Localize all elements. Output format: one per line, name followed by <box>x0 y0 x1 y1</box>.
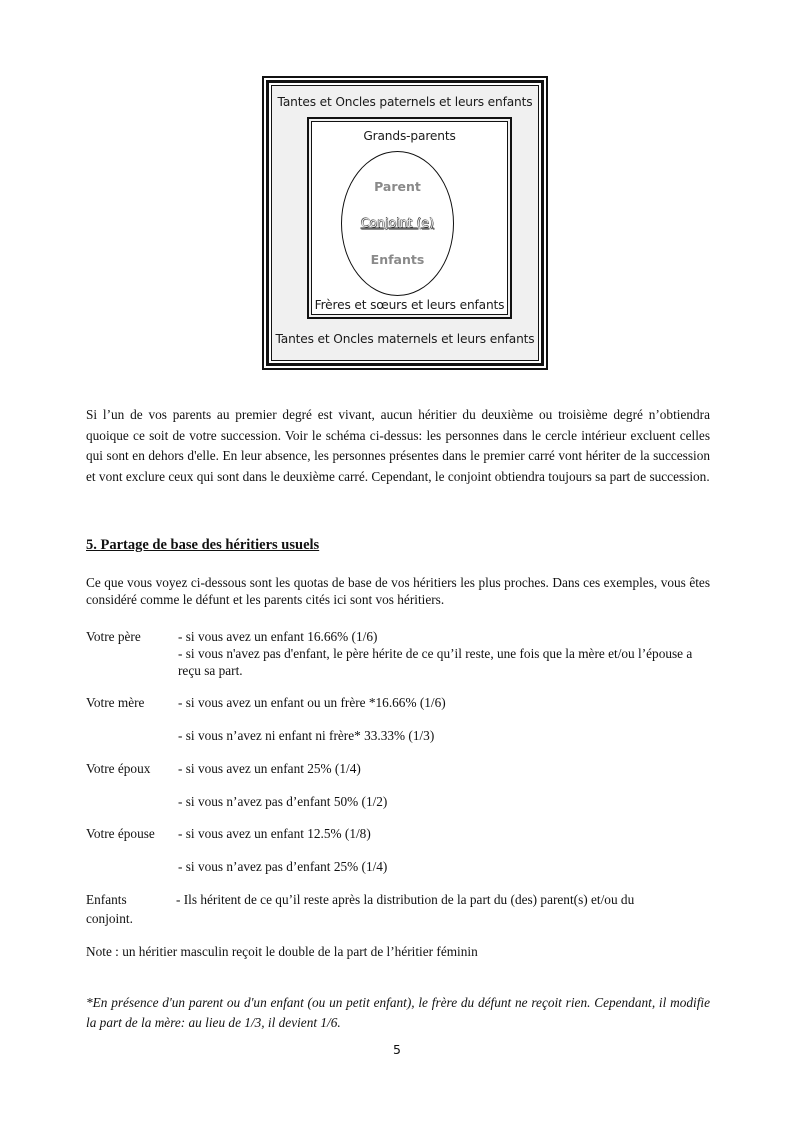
heir-line: - si vous n'avez pas d'enfant, le père hérite de ce qu’il reste, une fois que la mère et/ou l’épouse a reçu sa part. <box>178 646 693 678</box>
heir-line: - si vous avez un enfant ou un frère *16.66% (1/6) <box>178 695 446 710</box>
heir-label: Votre mère <box>86 695 145 710</box>
heir-label: Votre épouse <box>86 826 155 841</box>
heir-line: - si vous n’avez pas d’enfant 25% (1/4) <box>178 859 388 874</box>
page-number: 5 <box>393 1042 401 1057</box>
heir-line: - si vous n’avez ni enfant ni frère* 33.33% (1/3) <box>178 728 435 743</box>
grandparents-label: Grands-parents <box>363 129 456 143</box>
maternal-aunts-uncles-label: Tantes et Oncles maternels et leurs enfants <box>275 332 535 346</box>
heir-label: Votre père <box>86 629 141 644</box>
paternal-aunts-uncles-label: Tantes et Oncles paternels et leurs enfants <box>277 95 533 109</box>
siblings-label: Frères et sœurs et leurs enfants <box>314 298 505 312</box>
heir-line: - si vous n’avez pas d’enfant 50% (1/2) <box>178 794 388 809</box>
heir-line-continued: conjoint. <box>86 911 133 926</box>
section-intro: Ce que vous voyez ci-dessous sont les quotas de base de vos héritiers les plus proches. Dans ces exemples, vous êtes considéré comme le défunt et les parents cités ici sont vos héritiers. <box>86 575 710 607</box>
heir-lines <box>178 694 698 744</box>
heir-lines <box>178 628 698 679</box>
parent-label: Parent <box>374 179 421 194</box>
spouse-label: Conjoint (e) <box>360 215 435 230</box>
inner-circle <box>341 151 454 296</box>
heir-line: - Ils héritent de ce qu’il reste après la distribution de la part du (des) parent(s) et/ou du <box>176 892 635 907</box>
heir-label: Votre époux <box>86 761 151 776</box>
heir-line: - si vous avez un enfant 12.5% (1/8) <box>178 826 371 841</box>
intro-paragraph: Si l’un de vos parents au premier degré est vivant, aucun héritier du deuxième ou troisième degré n’obtiendra quoique ce soit de votre succession. Voir le schéma ci-dessus: les personnes dans le cercle intérieur excluent celles qui sont en dehors d'elle. En leur absence, les personnes présentes dans le premier carré vont hériter de la succession et vont exclure ceux qui sont dans le deuxième carré. Cependant, le conjoint obtiendra toujours sa part de succession. <box>86 407 710 484</box>
section-heading: 5. Partage de base des héritiers usuels <box>86 537 320 553</box>
children-label: Enfants <box>370 252 425 267</box>
heir-line: - si vous avez un enfant 16.66% (1/6) <box>178 629 378 644</box>
heir-lines <box>178 760 698 810</box>
heir-lines <box>178 825 698 875</box>
heir-line: - si vous avez un enfant 25% (1/4) <box>178 761 361 776</box>
heir-label: Enfants <box>86 892 127 907</box>
note: Note : un héritier masculin reçoit le double de la part de l’héritier féminin <box>86 944 478 959</box>
footnote: *En présence d'un parent ou d'un enfant (ou un petit enfant), le frère du défunt ne reçoit rien. Cependant, il modifie la part de la mère: au lieu de 1/3, il devient 1/6. <box>86 995 710 1030</box>
